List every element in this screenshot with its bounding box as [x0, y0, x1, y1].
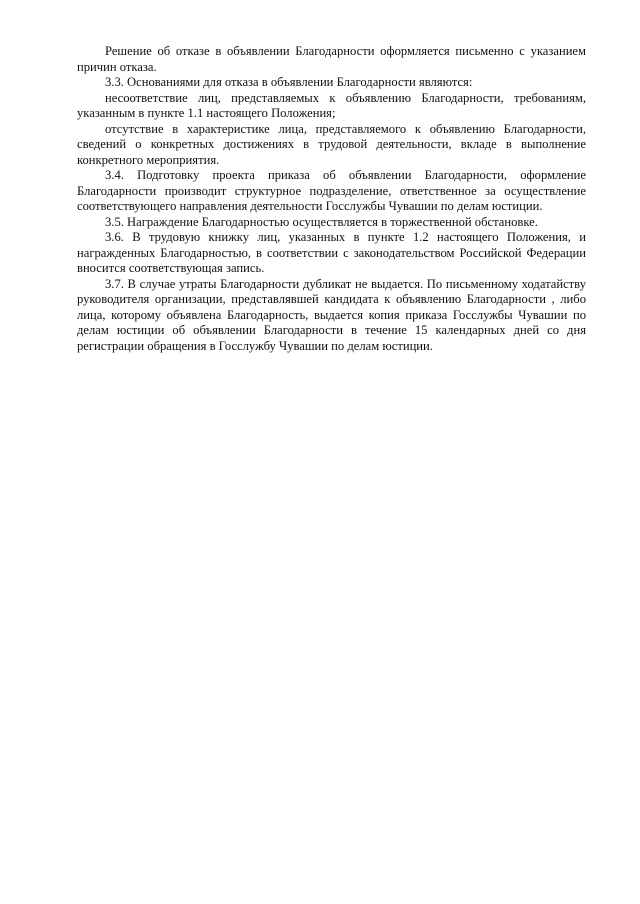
- document-body: [77, 44, 586, 354]
- paragraph-3-7-loss: 3.7. В случае утраты Благодарности дубликат не выдается. По письменному ходатайству руководителя организации, представлявшей кандидата к объявлению Благодарности , либо лица, которому объявлена Благодарность, выдается копия приказа Госслужбы Чувашии по делам юстиции об объявлении Благодарности в течение 15 календарных дней со дня регистрации обращения в Госслужбу Чувашии по делам юстиции.: [77, 276, 586, 353]
- paragraph-refusal-decision: Решение об отказе в объявлении Благодарности оформляется письменно с указанием причин отказа.: [77, 44, 586, 74]
- paragraph-3-4-preparation: 3.4. Подготовку проекта приказа об объявлении Благодарности, оформление Благодарности производит структурное подразделение, ответственное за осуществление соответствующего направления деятельности Госслужбы Чувашии по делам юстиции.: [77, 168, 586, 213]
- paragraph-3-5-ceremony: 3.5. Награждение Благодарностью осуществляется в торжественной обстановке.: [105, 214, 538, 229]
- paragraph-ground-mismatch: несоответствие лиц, представляемых к объявлению Благодарности, требованиям, указанным в пункте 1.1 настоящего Положения;: [77, 90, 586, 120]
- paragraph-3-6-workbook: 3.6. В трудовую книжку лиц, указанных в пункте 1.2 настоящего Положения, и награжденных Благодарностью, в соответствии с законодательством Российской Федерации вносится соответствующая запись.: [77, 230, 586, 275]
- paragraph-ground-no-info: отсутствие в характеристике лица, представляемого к объявлению Благодарности, сведений о конкретных достижениях в трудовой деятельности, вкладе в выполнение конкретного мероприятия.: [77, 121, 586, 167]
- paragraph-3-3-grounds: 3.3. Основаниями для отказа в объявлении Благодарности являются:: [105, 75, 473, 89]
